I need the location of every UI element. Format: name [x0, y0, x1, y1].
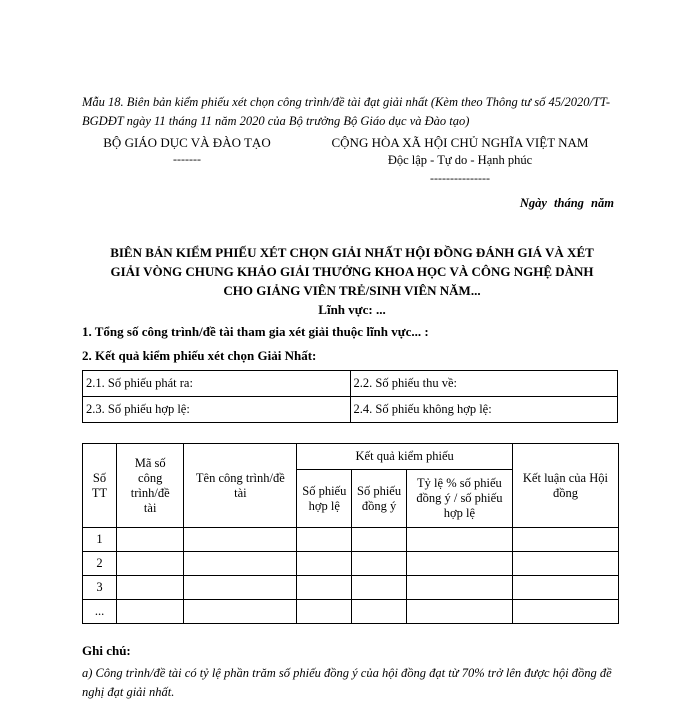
ballots-issued-cell: 2.1. Số phiếu phát ra:	[83, 371, 351, 397]
template-note: Mẫu 18. Biên bản kiểm phiếu xét chọn công trình/đề tài đạt giải nhất (Kèm theo Thông tư số 45/2020/TT-BGDĐT ngày 11 tháng 11 năm 2020 của Bộ trưởng Bộ Giáo dục và Đào tạo)	[82, 95, 611, 128]
row-number: 1	[83, 528, 117, 552]
table-row	[83, 552, 619, 576]
document-title	[82, 243, 622, 319]
table-row	[83, 600, 619, 624]
field-line: Lĩnh vực: ...	[318, 302, 386, 317]
header-result: Kết quả kiểm phiếu	[297, 444, 512, 470]
row-number: 3	[83, 576, 117, 600]
table-row	[83, 528, 619, 552]
title-line-1: BIÊN BẢN KIỂM PHIẾU XÉT CHỌN GIẢI NHẤT HỘI ĐỒNG ĐÁNH GIÁ VÀ XÉT	[110, 245, 594, 260]
ballots-invalid-cell: 2.4. Số phiếu không hợp lệ:	[350, 397, 618, 423]
ballot-summary-table	[82, 370, 618, 423]
header-conclusion: Kết luận của Hội đồng	[512, 444, 618, 528]
ministry-divider: -------	[173, 152, 201, 166]
republic-name: CỘNG HÒA XÃ HỘI CHỦ NGHĨA VIỆT NAM	[331, 135, 589, 150]
section-1-heading: 1. Tổng số công trình/đề tài tham gia xét giải thuộc lĩnh vực... :	[82, 324, 429, 339]
ministry-name: BỘ GIÁO DỤC VÀ ĐÀO TẠO	[103, 135, 271, 150]
results-table	[82, 443, 619, 624]
header-agree: Số phiếu đồng ý	[352, 470, 407, 528]
row-number: 2	[83, 552, 117, 576]
motto-divider: ---------------	[430, 171, 490, 185]
note-a: a) Công trình/đề tài có tỷ lệ phần trăm số phiếu đồng ý của hội đồng đạt từ 70% trở lên được hội đồng đề nghị đạt giải nhất.	[82, 666, 612, 699]
notes-heading: Ghi chú:	[82, 643, 131, 658]
header-valid: Số phiếu hợp lệ	[297, 470, 352, 528]
title-line-3: CHO GIẢNG VIÊN TRẺ/SINH VIÊN NĂM...	[223, 283, 481, 298]
header-stt: Số TT	[83, 444, 117, 528]
header-name: Tên công trình/đề tài	[184, 444, 297, 528]
national-motto: Độc lập - Tự do - Hạnh phúc	[387, 153, 533, 167]
section-2-heading: 2. Kết quả kiểm phiếu xét chọn Giải Nhất:	[82, 348, 317, 363]
date-line: Ngày tháng năm	[519, 196, 614, 210]
table-row	[83, 576, 619, 600]
header-ratio: Tỷ lệ % số phiếu đồng ý / số phiếu hợp lệ	[406, 470, 512, 528]
ballots-valid-cell: 2.3. Số phiếu hợp lệ:	[83, 397, 351, 423]
row-number: ...	[83, 600, 117, 624]
header-code: Mã số công trình/đề tài	[117, 444, 184, 528]
ballots-returned-cell: 2.2. Số phiếu thu về:	[350, 371, 618, 397]
title-line-2: GIẢI VÒNG CHUNG KHẢO GIẢI THƯỞNG KHOA HỌC VÀ CÔNG NGHỆ DÀNH	[110, 264, 594, 279]
